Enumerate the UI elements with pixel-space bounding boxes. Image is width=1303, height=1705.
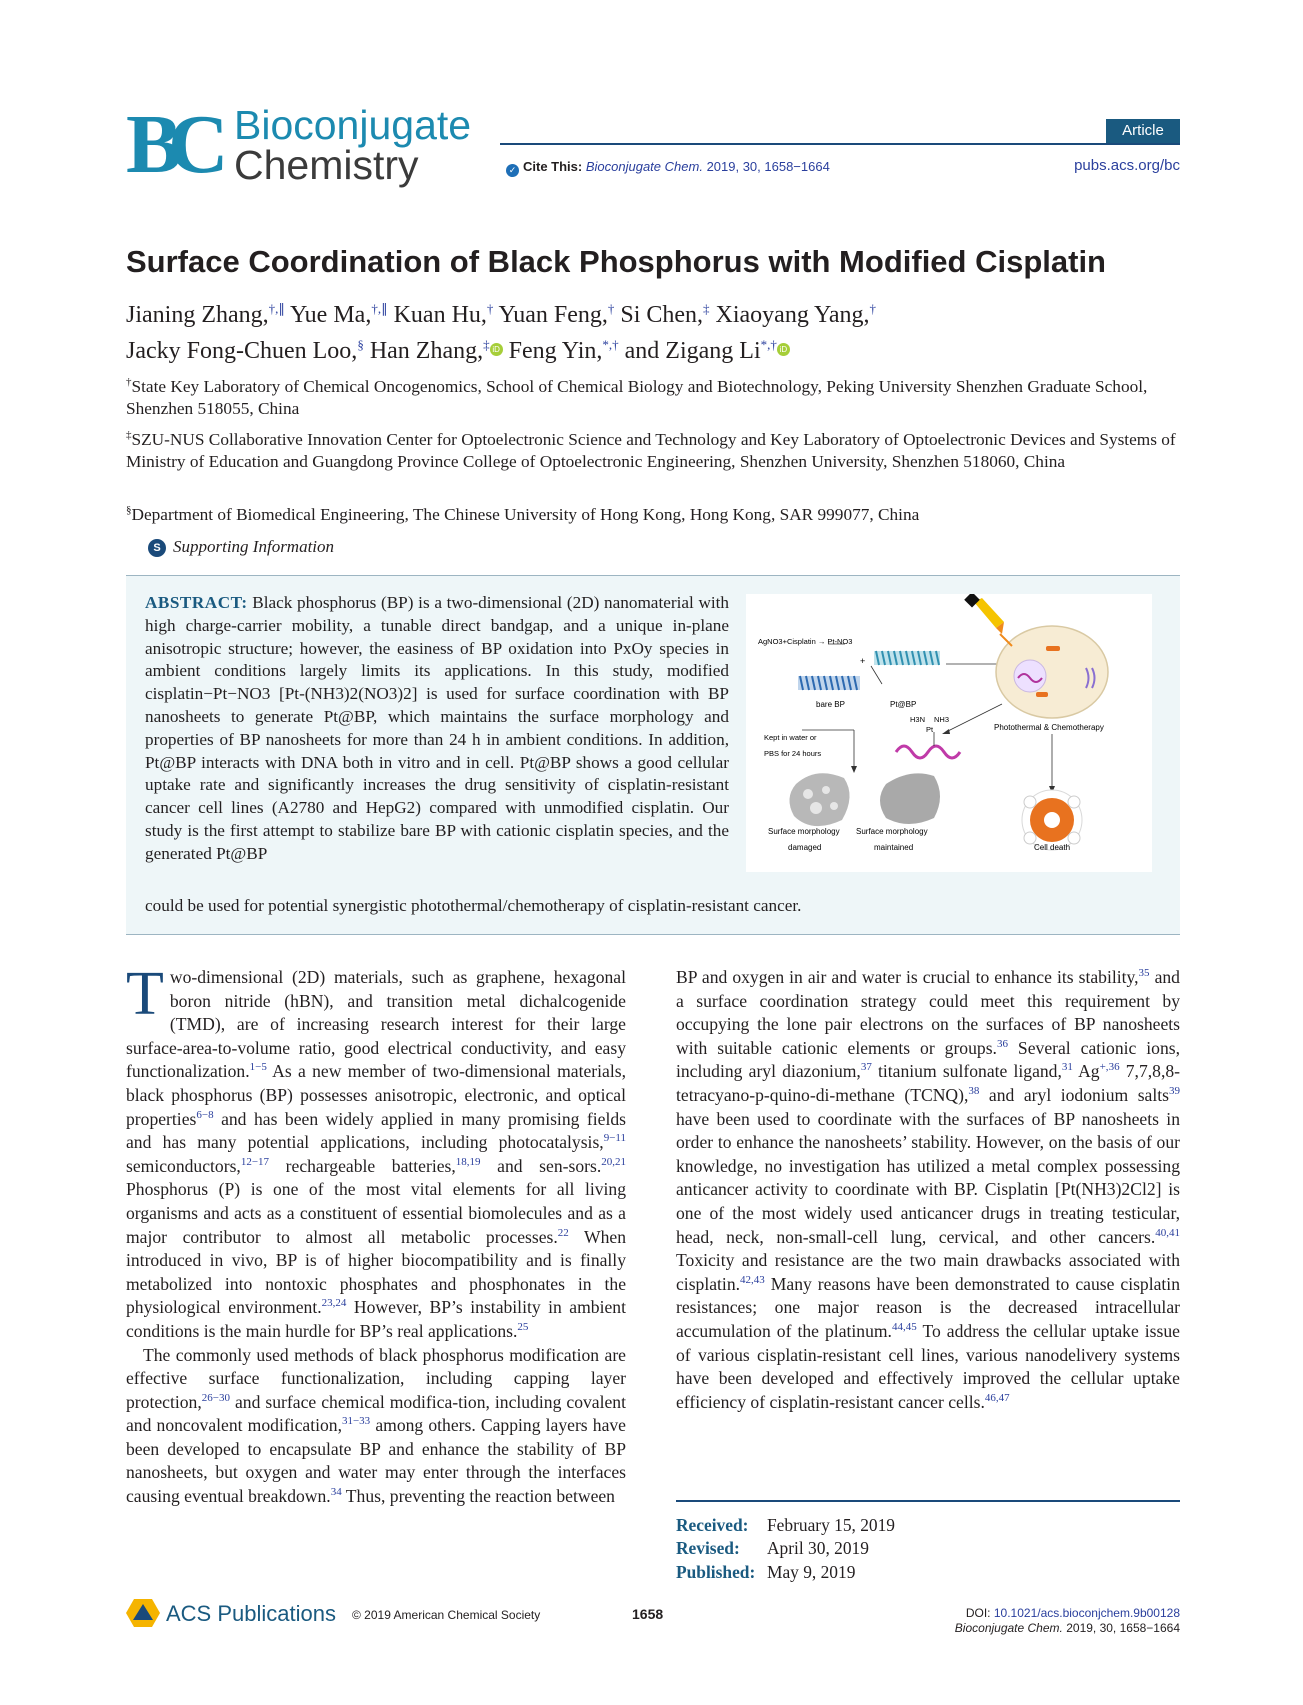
acs-publications-logo[interactable]: ACS Publications xyxy=(126,1598,336,1628)
cite-this[interactable] xyxy=(506,159,830,177)
author: Si Chen, xyxy=(620,302,704,328)
ref-link[interactable]: 6−8 xyxy=(196,1108,214,1121)
ref-link[interactable]: 12−17 xyxy=(240,1155,270,1168)
ref-link[interactable]: 31−33 xyxy=(341,1415,371,1428)
cite-journal[interactable]: Bioconjugate Chem. xyxy=(585,159,703,174)
abstract-label: ABSTRACT: xyxy=(145,593,248,612)
drop-cap: T xyxy=(126,960,164,1028)
author: Xiaoyang Yang, xyxy=(715,302,870,328)
svg-text:Pt@BP: Pt@BP xyxy=(890,700,917,709)
site-link[interactable]: pubs.acs.org/bc xyxy=(1074,157,1180,174)
ref-link[interactable]: 36 xyxy=(1108,1061,1120,1074)
svg-text:H3N: H3N xyxy=(910,715,926,724)
cite-details[interactable]: 2019, 30, 1658−1664 xyxy=(706,159,830,174)
journal-name-line1: Bioconjugate xyxy=(234,102,472,148)
svg-text:Surface morphology: Surface morphology xyxy=(856,827,928,836)
ref-link[interactable]: 22 xyxy=(557,1226,569,1239)
author: Jacky Fong-Chuen Loo, xyxy=(126,338,358,364)
svg-text:Kept in water or: Kept in water or xyxy=(764,733,817,742)
svg-text:Pt: Pt xyxy=(926,725,934,734)
toc-graphic xyxy=(746,594,1152,872)
author-line-1: Jianing Zhang,†,∥ Yue Ma,†,∥ Kuan Hu,† Yuan Feng,† Si Chen,‡ Xiaoyang Yang,† xyxy=(126,301,877,328)
svg-text:Photothermal & Chemotherapy: Photothermal & Chemotherapy xyxy=(994,723,1104,732)
logo-letters: BC xyxy=(126,98,215,191)
svg-text:maintained: maintained xyxy=(874,843,914,852)
ref-link[interactable]: 31 xyxy=(1061,1061,1073,1074)
bare-bp-sheet xyxy=(798,676,860,690)
ref-link[interactable]: 38 xyxy=(968,1085,980,1098)
author: Yue Ma, xyxy=(290,302,372,328)
author: Han Zhang, xyxy=(369,338,484,364)
author: Feng Yin, xyxy=(508,338,603,364)
svg-text:bare BP: bare BP xyxy=(816,700,845,709)
ref-link[interactable]: 44,45 xyxy=(891,1321,917,1334)
svg-text:Cell death: Cell death xyxy=(1034,843,1071,852)
doi-block: DOI: 10.1021/acs.bioconjchem.9b00128 Bioconjugate Chem. 2019, 30, 1658−1664 xyxy=(954,1606,1180,1635)
ref-link[interactable]: 40,41 xyxy=(1155,1226,1180,1239)
cite-label: Cite This: xyxy=(523,159,583,174)
ref-link[interactable]: 39 xyxy=(1168,1085,1180,1098)
ref-link[interactable]: 46,47 xyxy=(984,1391,1010,1404)
author: Yuan Feng, xyxy=(498,302,608,328)
body-column-left: Two-dimensional (2D) materials, such as graphene, hexagonal boron nitride (hBN), and transition metal dichalcogenide (TMD), are of increasing research interest for their large surface-area-to-volume ratio, good electrical conductivity, and easy functionalization.$^{1-5}$ As a new member of two-dimensional materials, black phosphorus (BP) possesses anisotropic, electronic, and optical properties$^{6-8}$ and has been widely applied in many promising fields and has many potential applications, including photocatalysis,$^{9-11}$ semiconductors,$^{12-17}$ rechargeable batteries,$^{18,19}$ and sen-sors.$^{20,21}$ Phosphorus (P) is one of the most vital elements for all living organisms and acts as a constituent of essential biomolecules and as a major contributor to almost all metabolic processes.$^{22}$ When introduced in vivo, BP is of higher biocompatibility and is finally metabolized into nontoxic phosphates and phosphonates in the physiological environment.$^{23,24}$ However, BP’s instability in ambient conditions is the main hurdle for BP’s real applications.$^{25}$ The commonly used methods of black phosphorus modification are effective surface functionalization, including capping layer protection,$^{26-30}$ and surface chemical modifica-tion, including covalent and noncovalent modification,$^{31-33}$ among others. Capping layers have been developed to encapsulate BP and enhance the stability of BP nanosheets, but oxygen and water may enter through the interfaces causing eventual breakdown.$^{34}$ Thus, preventing the reaction between xyxy=(126,960,626,1507)
pt-bp-sheet xyxy=(874,651,940,665)
header-rule xyxy=(500,143,1180,145)
author-list xyxy=(126,294,1186,366)
acs-hex-icon xyxy=(126,1598,160,1628)
affiliation-1: †State Key Laboratory of Chemical Oncogenomics, School of Chemical Biology and Biotechnology, Peking University Shenzhen Graduate School, Shenzhen 518055, China xyxy=(126,376,1148,419)
svg-text:NH3: NH3 xyxy=(934,715,950,724)
damaged-morphology xyxy=(789,773,849,826)
orcid-icon[interactable]: iD xyxy=(490,343,503,356)
ref-link[interactable]: 35 xyxy=(1138,967,1150,980)
abstract-box xyxy=(126,575,1180,935)
journal-name-line2: Chemistry xyxy=(234,142,419,188)
journal-logo[interactable] xyxy=(126,98,506,191)
copyright: © 2019 American Chemical Society xyxy=(352,1608,541,1622)
check-icon: ✓ xyxy=(506,164,519,177)
supporting-info-icon: S xyxy=(148,539,166,557)
article-type-badge: Article xyxy=(1106,119,1180,143)
affiliation-2: ‡SZU-NUS Collaborative Innovation Center for Optoelectronic Science and Technology and Key Laboratory of Optoelectronic Devices and Systems of Ministry of Education and Guangdong Province College of Optoelectronic Engineering, Shenzhen University, Shenzhen 518060, China xyxy=(126,429,1176,472)
svg-text:AgNO3+Cisplatin → Pt-NO3: AgNO3+Cisplatin → Pt-NO3 xyxy=(758,637,853,646)
supporting-information-link[interactable]: S Supporting Information xyxy=(148,537,334,557)
ref-link[interactable]: 37 xyxy=(860,1061,872,1074)
abstract-last-line: could be used for potential synergistic photothermal/chemotherapy of cisplatin-resistant cancer. xyxy=(145,896,802,915)
abstract-text: ABSTRACT: Black phosphorus (BP) is a two-dimensional (2D) nanomaterial with high charge-carrier mobility, a tunable direct bandgap, and a unique in-plane anisotropic structure; however, the easiness of BP oxidation into PxOy species in ambient conditions largely limits its applications. In this study, modified cisplatin−Pt−NO3 [Pt-(NH3)2(NO3)2] is used for surface coordination with BP nanosheets to generate Pt@BP, which maintains the surface morphology and properties of BP nanosheets for more than 24 h in ambient conditions. In addition, Pt@BP interacts with DNA both in vitro and in cell. Pt@BP shows a good cellular uptake rate and significantly increases the drug sensitivity of cisplatin-resistant cancer cell lines (A2780 and HepG2) compared with unmodified cisplatin. Our study is the first attempt to stabilize bare BP with cationic cisplatin species, and the generated Pt@BP xyxy=(145,593,730,863)
ref-link[interactable]: 9−11 xyxy=(603,1132,626,1145)
ref-link[interactable]: 34 xyxy=(330,1486,342,1499)
ref-link[interactable]: 26−30 xyxy=(201,1391,230,1404)
body-column-right: BP and oxygen in air and water is crucial to enhance its stability,$^{35}$ and a surface coordination strategy could meet this requirement by occupying the lone pair electrons on the surfaces of BP nanosheets with suitable cationic elements or groups.$^{36}$ Several cationic ions, including aryl diazonium,$^{37}$ titanium sulfonate ligand,$^{31}$ $Ag^{+,36}$ 7,7,8,8-tetracyano-p-quino-di-methane (TCNQ),$^{38}$ and aryl iodonium salts$^{39}$ have been used to coordinate with the surfaces of BP nanosheets in order to enhance the nanosheets’ stability. However, on the basis of our knowledge, no investigation has utilized a metal complex possessing anticancer activity to coordinate with BP. Cisplatin [Pt(NH3)2Cl2] is one of the most widely used anticancer drugs in treating testicular, head, neck, non-small-cell lung, cervical, and other cancers.$^{40,41}$ Toxicity and resistance are the two main drawbacks associated with cisplatin.$^{42,43}$ Many reasons have been demonstrated to cause cisplatin resistances; one major reason is the decreased intracellular accumulation of the platinum.$^{44,45}$ To address the cellular uptake issue of various cisplatin-resistant cell lines, various nanodelivery systems have been developed and effectively improved the cellular uptake efficiency of cisplatin-resistant cancer cells.$^{46,47}$ xyxy=(676,967,1180,1412)
publication-dates: Received: February 15, 2019 Revised: April 30, 2019 Published: May 9, 2019 xyxy=(676,1515,895,1582)
ref-link[interactable]: 42,43 xyxy=(740,1273,765,1286)
maintained-morphology xyxy=(880,773,940,824)
ref-link[interactable]: 25 xyxy=(517,1321,529,1334)
svg-text:Surface morphology: Surface morphology xyxy=(768,827,840,836)
ref-link[interactable]: 18,19 xyxy=(455,1155,481,1168)
svg-text:damaged: damaged xyxy=(788,843,822,852)
article-title: Surface Coordination of Black Phosphorus with Modified Cisplatin xyxy=(126,244,1106,279)
ref-link[interactable]: 20,21 xyxy=(601,1155,626,1168)
author: Jianing Zhang, xyxy=(126,302,269,328)
page-number: 1658 xyxy=(632,1606,664,1622)
ref-link[interactable]: 36 xyxy=(996,1037,1008,1050)
ref-link[interactable]: 1−5 xyxy=(249,1061,267,1074)
svg-text:PBS for 24 hours: PBS for 24 hours xyxy=(764,749,822,758)
author: Kuan Hu, xyxy=(393,302,487,328)
author: and Zigang Li xyxy=(624,338,761,364)
doi-link[interactable]: 10.1021/acs.bioconjchem.9b00128 xyxy=(993,1606,1180,1620)
author-line-2: Jacky Fong-Chuen Loo,§ Han Zhang,‡ iD Feng Yin,*,† and Zigang Li*,† iD xyxy=(126,330,1186,366)
svg-text:+: + xyxy=(860,656,866,666)
orcid-icon[interactable]: iD xyxy=(777,343,790,356)
ref-link[interactable]: 23,24 xyxy=(321,1297,347,1310)
cell-death-icon xyxy=(1022,790,1082,850)
dates-rule xyxy=(676,1500,1180,1502)
affiliation-3: §Department of Biomedical Engineering, The Chinese University of Hong Kong, Hong Kong, SAR 999077, China xyxy=(126,504,920,524)
